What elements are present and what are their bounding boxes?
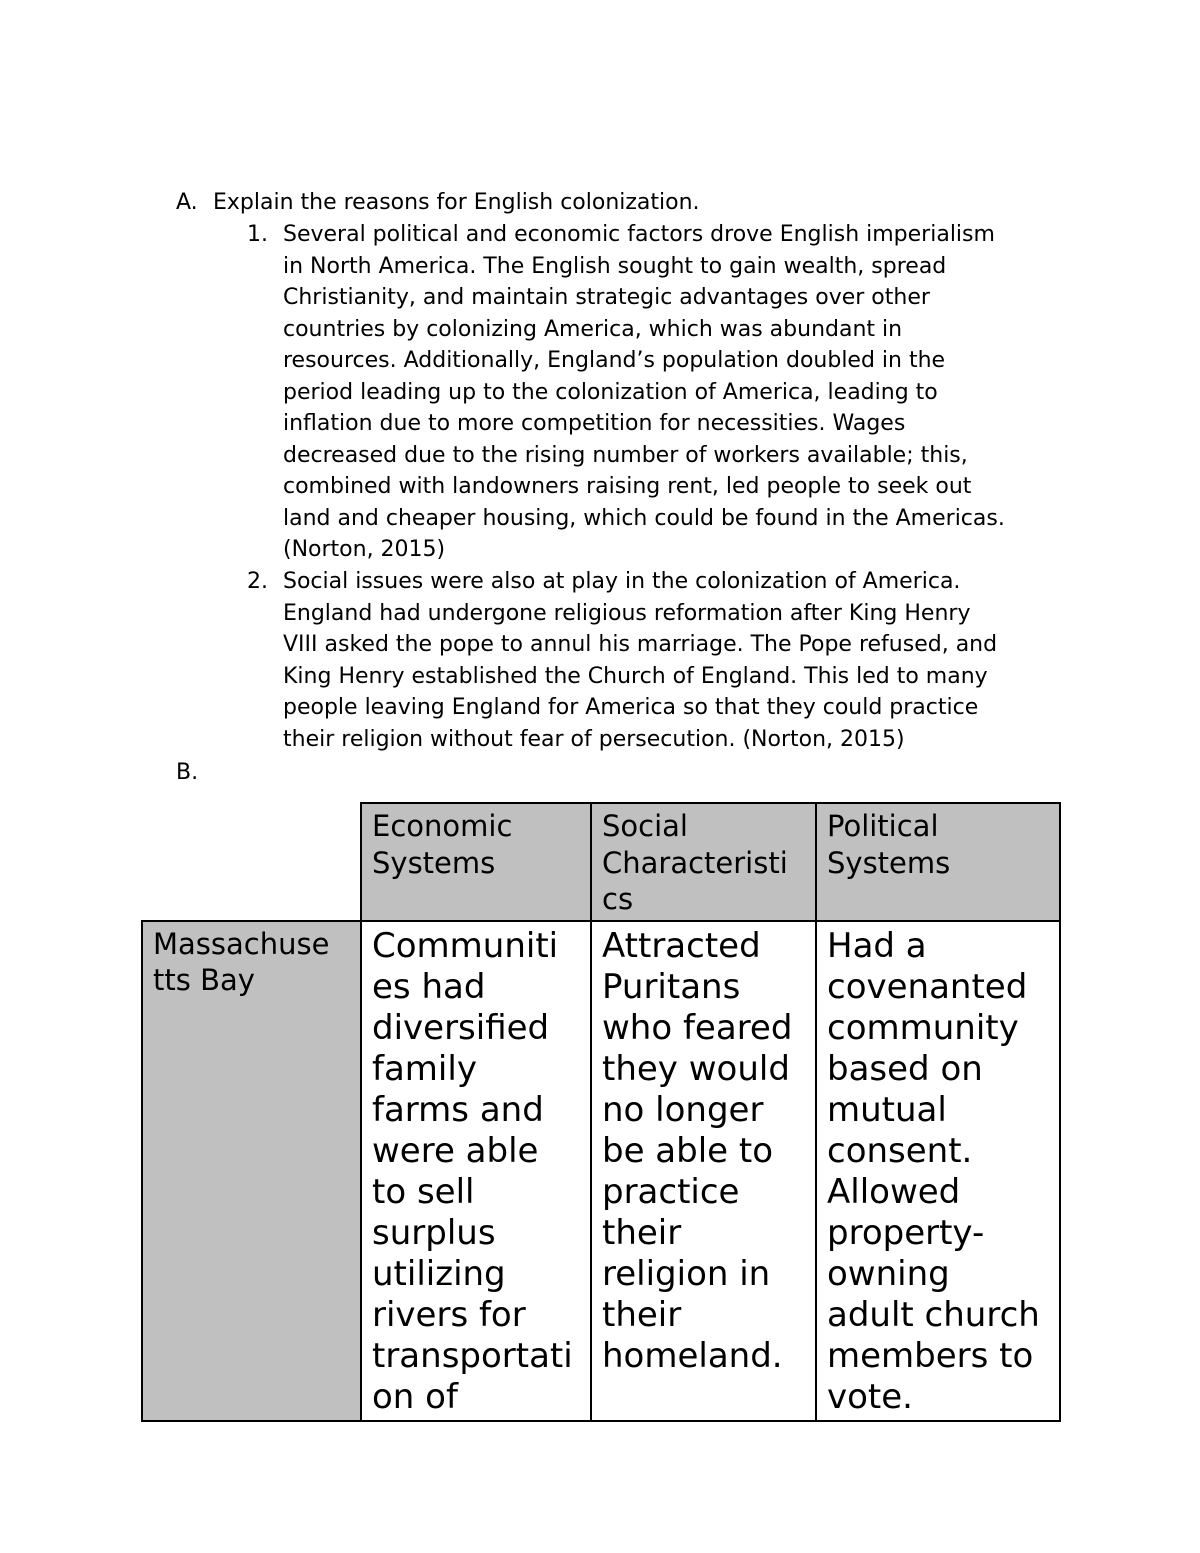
text-line: adult church	[827, 1294, 1040, 1335]
text-line: Systems	[827, 845, 951, 880]
list-marker-2: 2.	[247, 569, 268, 594]
text-line: their religion without fear of persecution. (Norton, 2015)	[283, 726, 905, 752]
text-line: homeland.	[602, 1335, 783, 1376]
text-line: Had a	[827, 925, 927, 966]
text-line: vote.	[827, 1376, 913, 1417]
text-line: Social issues were also at play in the colonization of America.	[283, 569, 961, 594]
text-line: community	[827, 1007, 1019, 1048]
text-line: family	[372, 1048, 477, 1089]
text-line: their	[602, 1294, 682, 1335]
text-line: people leaving England for America so that they could practice	[283, 695, 979, 721]
text-line: Characteristi	[602, 845, 788, 880]
cell-political-systems	[816, 921, 1060, 1421]
text-line: decreased due to the rising number of workers available; this,	[283, 442, 968, 468]
table-corner-cell	[142, 803, 361, 921]
text-line: owning	[827, 1253, 950, 1294]
text-line: Communiti	[372, 925, 559, 966]
cell-economic-systems	[361, 921, 591, 1421]
section-a-heading: Explain the reasons for English colonization.	[213, 190, 700, 215]
text-line: utilizing	[372, 1253, 506, 1294]
text-line: Puritans	[602, 966, 741, 1007]
text-line: their	[602, 1212, 682, 1253]
header-political-systems	[816, 803, 1060, 921]
text-line: to sell	[372, 1171, 475, 1212]
text-line: es had	[372, 966, 486, 1007]
text-line: were able	[372, 1130, 539, 1171]
text-line: mutual	[827, 1089, 947, 1130]
text-line: England had undergone religious reformation after King Henry	[283, 600, 971, 626]
text-line: members to	[827, 1335, 1034, 1376]
text-line: Economic	[372, 809, 513, 843]
text-line: land and cheaper housing, which could be found in the Americas.	[283, 505, 1005, 531]
text-line: resources. Additionally, England’s population doubled in the	[283, 348, 946, 374]
text-line: who feared	[602, 1007, 793, 1048]
text-line: Several political and economic factors drove English imperialism	[283, 222, 995, 247]
header-social-characteristics	[591, 803, 816, 921]
list-marker-a: A.	[176, 190, 198, 215]
text-line: consent.	[827, 1130, 973, 1171]
cell-social-characteristics	[591, 921, 816, 1421]
text-line: (Norton, 2015)	[283, 537, 446, 563]
text-line: Political	[827, 809, 939, 843]
text-line: no longer	[602, 1089, 764, 1130]
text-line: covenanted	[827, 966, 1028, 1007]
paragraph-political-economic	[283, 219, 1005, 566]
text-line: property-	[827, 1212, 985, 1253]
text-line: tts Bay	[153, 963, 255, 997]
text-line: religion in	[602, 1253, 771, 1294]
text-line: rivers for	[372, 1294, 526, 1335]
text-line: practice	[602, 1171, 740, 1212]
text-line: Social	[602, 809, 688, 843]
text-line: based on	[827, 1048, 983, 1089]
text-line: Attracted	[602, 925, 761, 966]
text-line: combined with landowners raising rent, led people to seek out	[283, 474, 972, 500]
list-marker-1: 1.	[247, 222, 268, 247]
text-line: they would	[602, 1048, 790, 1089]
row-label-massachusetts-bay	[142, 921, 361, 1421]
paragraph-social-issues	[283, 566, 997, 755]
text-line: Allowed	[827, 1171, 961, 1212]
text-line: countries by colonizing America, which was abundant in	[283, 316, 903, 342]
text-line: cs	[602, 882, 634, 916]
text-line: transportati	[372, 1335, 573, 1376]
text-line: period leading up to the colonization of America, leading to	[283, 379, 938, 405]
text-line: inflation due to more competition for necessities. Wages	[283, 411, 906, 437]
text-line: farms and	[372, 1089, 544, 1130]
colonies-comparison-table	[141, 802, 1061, 1422]
text-line: VIII asked the pope to annul his marriage. The Pope refused, and	[283, 632, 998, 658]
text-line: Massachuse	[153, 926, 330, 961]
header-economic-systems	[361, 803, 591, 921]
text-line: be able to	[602, 1130, 774, 1171]
text-line: Systems	[372, 845, 496, 880]
table-row	[142, 921, 1060, 1421]
list-marker-b: B.	[176, 760, 199, 785]
text-line: diversified	[372, 1007, 550, 1048]
text-line: King Henry established the Church of England. This led to many	[283, 663, 988, 689]
table-header-row	[142, 803, 1060, 921]
text-line: on of	[372, 1376, 458, 1417]
text-line: surplus	[372, 1212, 496, 1253]
text-line: Christianity, and maintain strategic advantages over other	[283, 285, 930, 311]
text-line: in North America. The English sought to gain wealth, spread	[283, 253, 947, 279]
